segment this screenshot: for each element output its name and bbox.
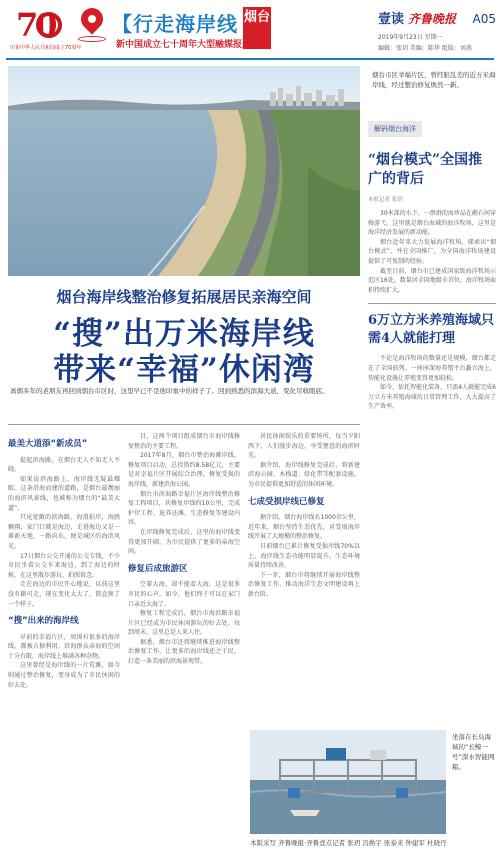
- sidebar-byline: 本报记者 张玥: [368, 197, 403, 203]
- article-paragraph: 如今，依托智能化装备，只需4人就能完成6万立方米养殖海域的日常管理工作，大大提高了生产效率。: [368, 384, 496, 411]
- section-name: 壹读: [378, 12, 405, 27]
- location-pin-icon: [78, 6, 106, 46]
- sidebar-body-2: [368, 354, 496, 412]
- article-paragraph: 这里曾经是海岸线的一片荒滩，如今则通过整治修复，变身成为了市民休闲的好去处。: [8, 662, 120, 689]
- article-paragraph: 据悉，烟台市还将继续推进海岸线整治修复工作，让更多的海岸线还之于民，打造一条美丽的滨海景观带。: [128, 638, 240, 666]
- logo-caption: 庆祝中华人民共和国成立70周年: [10, 45, 82, 51]
- anniversary-70-logo: [10, 6, 82, 51]
- lead-deck: 离烟多年的老朋友再回到烟台市区时，这里早已不是他印象中的样子了。回到熟悉的滨海大道，变化尽收眼底。: [10, 387, 329, 395]
- article-column-3: [248, 432, 360, 726]
- article-column-2: [128, 432, 240, 726]
- article-paragraph: 2017年8月，烟台市整治海滩岸线，修复项目启动，总投资约8.58亿元，主要是对幸福片区开展综合治理，修复受损的海岸线，新建滨海公园。: [128, 452, 240, 488]
- lead-divider: [8, 424, 360, 425]
- page-number: A05: [472, 12, 496, 26]
- logo-ring-icon: [36, 12, 62, 38]
- sidebar-headline: “烟台模式”全国推广的背后: [368, 152, 483, 187]
- article-paragraph: 目前烟台已累计修复受损岸线70%以上，海岸线生态功能明显提升，生态环境质量持续改善。: [248, 542, 360, 570]
- editor-credits: 编辑：张玥 美编：陈华 组版：刘燕: [378, 45, 472, 52]
- article-paragraph: 走在海边的市民开心地说，以前这里没有路可走，现在变化太大了，简直换了一个样子。: [8, 581, 120, 608]
- article-paragraph: 不论是海洋牧场的数量还是规模，烟台都走在了全国前列。一座座深海养殖平台矗立海上，智能化设施让养殖变得更加轻松。: [368, 355, 496, 382]
- lead-headline-line2: 带来“幸福”休闲湾: [53, 352, 315, 388]
- article-paragraph: 据介绍，烟台海岸线长1000余公里，近年来，烟台坚持生态优先，对受损海岸线开展了大规模的整治修复。: [248, 514, 360, 541]
- paper-name: 齐鲁晚报: [408, 12, 457, 26]
- lead-headline-line1: “搜”出万米海岸线: [53, 316, 315, 352]
- column-tag-badge: 烟台: [243, 7, 271, 49]
- aquaculture-cage-photo: [250, 730, 446, 834]
- article-paragraph: 居民休闲娱乐的重要场所，每当夕阳西下，人们漫步海边，享受惬意的海滨时光。: [248, 433, 360, 460]
- column-subhead: 最美大道添“新成员”: [8, 439, 88, 449]
- issue-date: 2019年9月23日 星期一: [378, 34, 443, 41]
- article-paragraph: 目，这两个项目组成烟台市海岸线修复整治的主要工程。: [128, 433, 240, 450]
- sidebar-article: [368, 116, 496, 736]
- column-subhead: “搜”出来的海岸线: [8, 616, 79, 627]
- article-paragraph: 17日烟台公交开通的公交专线，不少市民坐着公交车来海边，到了海边的时候，在这里散步游玩、拍照留念。: [8, 552, 120, 579]
- page-header: [0, 0, 500, 58]
- logo-number: 70: [16, 6, 55, 44]
- sidebar-body: [368, 209, 496, 295]
- article-paragraph: 如果说滨海路上，海岸线无疑最耀眼。这条沿海而建的道路，是烟台最靓丽的海滨风景线，也被称为烟台的“最美大道”。: [8, 475, 120, 512]
- article-paragraph: 修复工程完成后，烟台市海滨路幸福片区已经成为市民休闲游玩的好去处，每到周末，这里总是人来人往。: [128, 610, 240, 637]
- sidebar-section-label: 解码烟台海洋: [368, 121, 422, 137]
- article-paragraph: 30米深的水下，一群群的海珍品在礁石间穿梭游弋。这里就是烟台海域的海洋牧场，这里是海洋经济发展的新动能。: [368, 210, 496, 237]
- header-divider: [6, 58, 494, 60]
- article-paragraph: 下一步，烟台市将继续开展海岸线整治修复工作，推动海洋生态文明建设再上新台阶。: [248, 571, 360, 598]
- article-paragraph: 空着大海，却不能看大海，这是很多市民的心声。如今，他们终于可以在家门口亲近大海了。: [128, 581, 240, 608]
- column-subhead: 修复后成旅游区: [128, 563, 188, 574]
- column-title: 【行走海岸线: [112, 12, 238, 36]
- article-paragraph: 提起滨海路，在烟台无人不知无人不晓。: [8, 456, 120, 474]
- sidebar-divider: [368, 303, 496, 304]
- article-paragraph: 烟台市滨海路幸福片区海岸线整治修复工程项目，共修复岸线约10公里，完成护岸工程、退养还滩、生态修复等建设内容。: [128, 490, 240, 527]
- article-paragraph: 据介绍，海岸线修复完成后，将新建滨海公园、木栈道、绿化带等配套设施，为市民提供更加舒适的休闲环境。: [248, 461, 360, 488]
- main-photo-caption: 烟台市区幸福片区，曾经脏乱差的近万米海岸线，经过整治修复焕然一新。: [372, 71, 496, 89]
- article-paragraph: 烟台近年来大力发展海洋牧场，探索出“烟台模式”，并在全国推广，为全国海洋牧场建设提供了可复制的经验。: [368, 238, 496, 265]
- bottom-photo-caption: 坐落在长岛海域的“长鲸一号”深水智能网箱。: [452, 733, 495, 771]
- article-column-1: [8, 432, 120, 856]
- article-paragraph: 只见宽敞的滨海路，海浪拍岸，海鸥翱翔，家门口就是海边，走进海边又是一番新天地，一路向东，便是城区的海滨风光。: [8, 514, 120, 550]
- article-paragraph: 在岸线修复完成后，这里的海岸线变得更加开阔，为市民提供了更多的亲海空间。: [128, 528, 240, 556]
- article-paragraph: 早前的幸福片区，周围有很多的海岸线，都被占据利用，沿海群众亲海的空间十分有限，海岸线上堆满各种杂物。: [8, 633, 120, 660]
- page-masthead: [378, 8, 496, 52]
- coastline-aerial-photo: [8, 66, 360, 276]
- column-subhead: 七成受损岸线已修复: [248, 496, 325, 507]
- page-credits: 本版采写 齐鲁晚报·齐鲁壹点记者 张玥 冯焕宇 张泰来 钟建军 杜晓丹: [250, 839, 447, 847]
- lead-kicker: 烟台海岸线整治修复拓展居民亲海空间: [56, 288, 312, 306]
- sidebar-subheadline: 6万立方米养殖海域只需4人就能打理: [368, 313, 495, 347]
- article-paragraph: 截至目前，烟台市已建成国家级海洋牧场示范区16处，数量居全国地级市首位，海洋牧场面积持续扩大。: [368, 267, 496, 294]
- column-subtitle: 新中国成立七十周年大型融媒报道: [116, 40, 252, 50]
